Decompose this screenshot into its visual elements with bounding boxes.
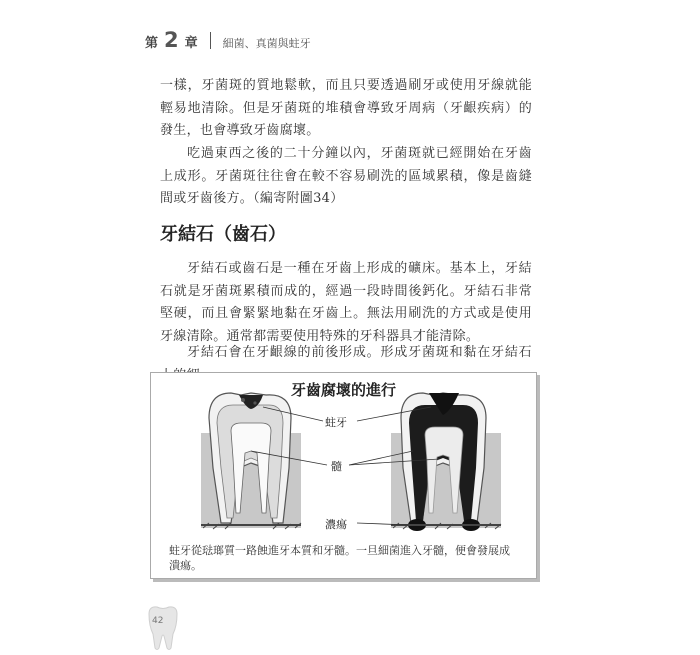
running-header (145, 28, 311, 52)
label-decayed-tooth: 蛀牙 (325, 416, 347, 429)
body-paragraph: 一樣，牙菌斑的質地鬆軟，而且只要透過刷牙或使用牙線就能輕易地清除。但是牙菌斑的堆積會導致牙周病（牙齦疾病）的發生，也會導致牙齒腐壞。 (160, 78, 532, 138)
label-abscess: 濃瘍 (325, 518, 347, 531)
figure-title: 牙齒腐壞的進行 (290, 381, 396, 399)
body-paragraph: 牙結石或齒石是一種在牙齒上形成的礦床。基本上，牙結石就是牙菌斑累積而成的，經過一段時間後鈣化。牙結石非常堅硬，而且會緊緊地黏在牙齒上。無法用刷洗的方式或是使用牙線清除。通常都需要使用特殊的牙科器具才能清除。 (160, 261, 532, 344)
body-paragraph: 吃過東西之後的二十分鐘以內，牙菌斑就已經開始在牙齒上成形。牙菌斑往往會在較不容易刷洗的區域累積，像是齒縫間或牙齒後方。（編寄附圖34） (160, 146, 532, 206)
advanced-decay-tooth-drawing (391, 393, 501, 531)
figure-caption: 蛀牙從琺瑯質一路蝕進牙本質和牙髓。一旦細菌進入牙髓，便會發展成潰瘍。 (169, 544, 510, 572)
page-number: 42 (152, 616, 164, 626)
chapter-number: 2 (164, 28, 179, 52)
chapter-suffix: 章 (184, 36, 198, 51)
section-heading: 牙結石（齒石） (160, 224, 286, 245)
early-decay-tooth-drawing (201, 393, 301, 529)
body-paragraph: 牙結石會在牙齦線的前後形成。形成牙菌斑和黏在牙結石 (187, 345, 532, 360)
chapter-prefix: 第 (145, 36, 159, 51)
chapter-title: 細菌、真菌與蛀牙 (222, 37, 311, 50)
tooth-icon (143, 604, 183, 652)
tooth-decay-figure (150, 372, 537, 579)
label-pulp: 髓 (331, 460, 342, 473)
header-divider (210, 32, 211, 49)
